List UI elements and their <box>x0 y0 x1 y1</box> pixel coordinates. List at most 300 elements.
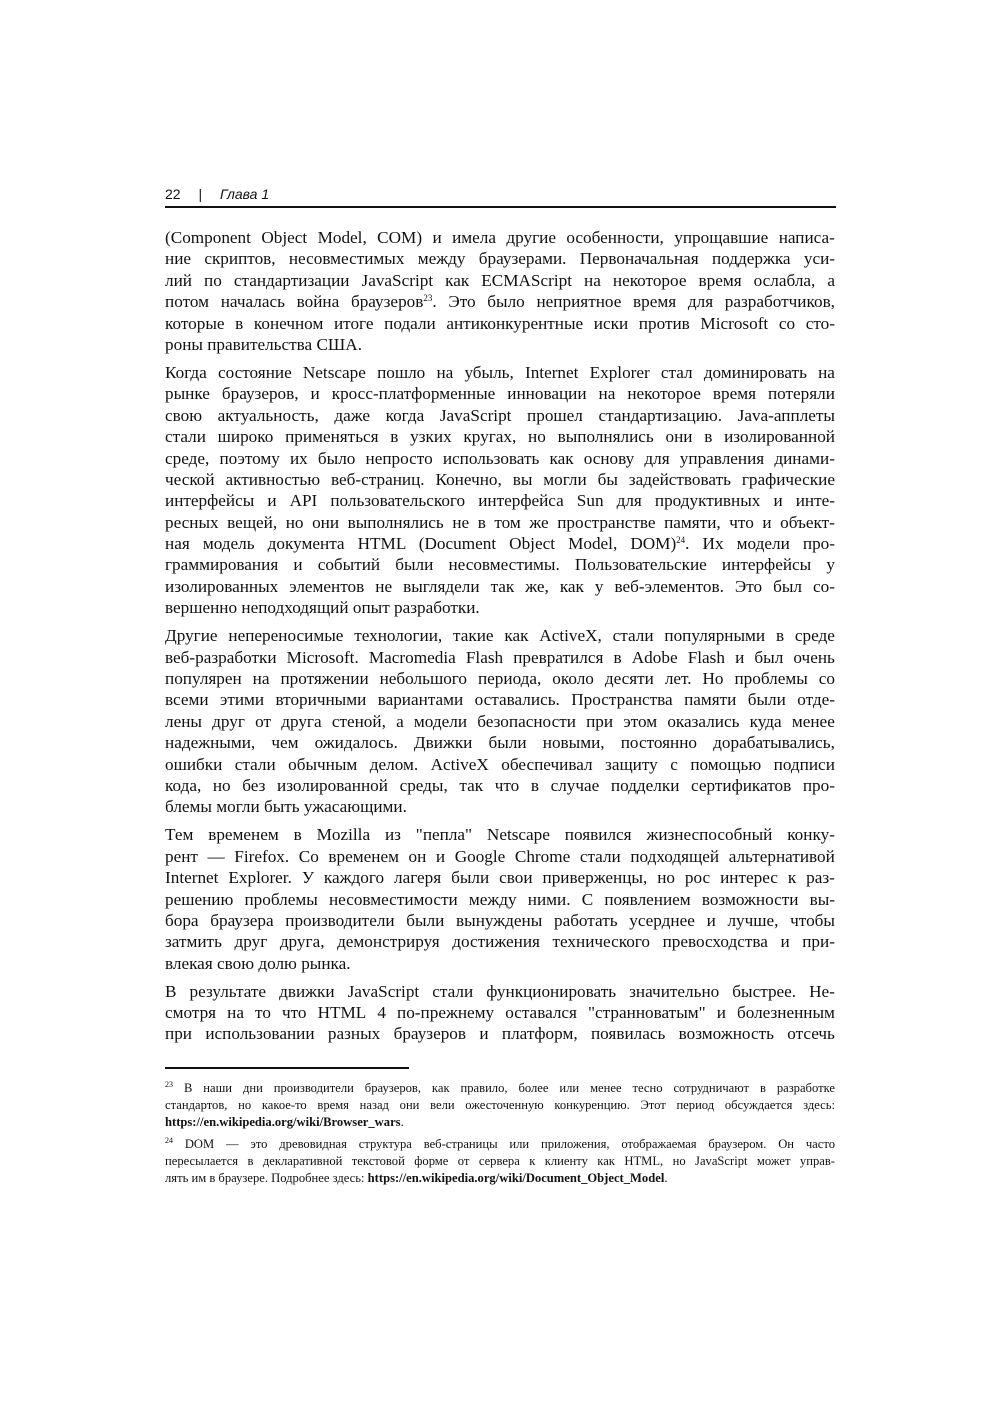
word: — <box>207 846 225 866</box>
paragraph <box>165 362 835 619</box>
word: (Component <box>165 228 251 247</box>
word: отсечь <box>787 1024 835 1044</box>
paragraph <box>165 227 835 355</box>
text-line <box>165 775 835 796</box>
word: иски <box>593 313 629 333</box>
text-line <box>165 248 835 269</box>
word: вынуждены <box>456 910 543 930</box>
word: состояние <box>217 362 292 382</box>
word: случае <box>550 775 600 795</box>
footnote-reference[interactable]: 23 <box>423 293 433 304</box>
word: свою <box>165 405 203 425</box>
word: среде, <box>165 448 210 468</box>
word: в <box>530 775 539 795</box>
word: С <box>581 889 594 909</box>
word: графические <box>741 469 835 489</box>
word: защиту <box>605 754 658 774</box>
word: когда <box>385 405 425 425</box>
text-segment: стандартов, но какое-то время назад они вели ожесточенную конкуренцию. Этот период обсуждается здесь: <box>165 1098 835 1113</box>
word: и <box>773 491 783 511</box>
text-line <box>165 1136 835 1153</box>
word: ослабла, <box>753 270 816 290</box>
word: актуальность, <box>217 405 319 425</box>
link-url[interactable]: https://en.wikipedia.org/wiki/Document_Object_Model <box>367 1170 665 1185</box>
word: друга <box>281 711 322 731</box>
word: лены <box>165 711 202 731</box>
word: такие <box>453 626 494 646</box>
text-line <box>165 313 835 334</box>
word: делом. <box>369 754 419 774</box>
word: веб-страниц. <box>331 469 425 489</box>
text-line <box>165 846 835 867</box>
word: периода, <box>477 669 542 688</box>
word: а <box>827 270 835 290</box>
word: У <box>301 868 314 888</box>
word: узких <box>410 427 452 447</box>
word: имела <box>452 228 496 247</box>
text-line <box>165 362 835 383</box>
word: смотря <box>165 1003 217 1023</box>
word: стеной, <box>331 711 386 731</box>
word: же, <box>525 576 549 596</box>
word: Это <box>734 576 763 596</box>
word: технического <box>552 932 651 952</box>
word: ожидалось. <box>314 733 398 753</box>
word: Explorer <box>589 362 650 382</box>
word: был <box>773 576 803 596</box>
word: и <box>293 555 303 575</box>
word: при <box>165 1024 192 1044</box>
word: популярен <box>165 669 242 688</box>
word: и <box>267 491 277 511</box>
word: для <box>616 491 642 511</box>
word: в <box>613 647 622 667</box>
word: так <box>490 576 515 596</box>
word: могли <box>543 469 587 489</box>
word: другие <box>506 228 556 247</box>
page-number: 22 <box>165 186 181 202</box>
word: разных <box>327 1024 381 1044</box>
word: особенности, <box>566 228 664 247</box>
word: кода, <box>165 775 202 795</box>
word: рос <box>684 868 711 888</box>
footnote <box>165 1136 835 1188</box>
word: интерфейсы <box>165 491 255 511</box>
word: несовместимы. <box>448 555 560 575</box>
word: движки <box>279 981 335 1001</box>
word: интерфейса <box>478 491 564 511</box>
text-segment: влекая свою долю рынка. <box>165 953 351 973</box>
word: браузера <box>210 910 274 930</box>
word: в <box>390 427 399 447</box>
word: не <box>375 576 393 596</box>
word: ActiveX <box>430 754 489 774</box>
word: инновации <box>507 384 587 404</box>
word: стали <box>165 427 206 447</box>
running-header <box>165 186 836 206</box>
word: результате <box>189 981 267 1001</box>
word: про- <box>802 775 835 795</box>
word: этом <box>623 711 658 731</box>
word: подали <box>384 313 436 333</box>
link-url[interactable]: https://en.wikipedia.org/wiki/Browser_wars <box>165 1115 401 1130</box>
word: и <box>780 932 790 952</box>
word: свои <box>499 868 533 888</box>
word: Пространства <box>571 690 673 710</box>
word: менее <box>791 711 835 731</box>
footnote-lead <box>165 1137 185 1151</box>
word: использовании <box>205 1024 315 1044</box>
word: изолированной <box>724 427 835 447</box>
word: были <box>395 555 434 575</box>
word: усерднее <box>629 910 695 930</box>
word: "странноватым" <box>588 1003 706 1023</box>
word: в <box>235 313 244 333</box>
text-line <box>165 931 835 952</box>
word: со- <box>813 576 835 596</box>
word: чем <box>271 733 299 753</box>
text-line <box>165 1080 835 1097</box>
word: динами- <box>774 448 835 468</box>
word: для <box>644 448 670 468</box>
word: отде- <box>797 690 835 710</box>
text-line <box>165 448 835 469</box>
word: событий <box>317 555 381 575</box>
word: обеспечивал <box>501 754 593 774</box>
word: которые <box>165 313 225 333</box>
word: Netscape <box>486 825 550 845</box>
word: том <box>494 512 521 532</box>
word: он <box>408 846 427 866</box>
word: несовместимости <box>328 889 458 909</box>
word: веб-элементов. <box>614 576 724 596</box>
word: JavaScript <box>361 270 434 290</box>
word: помощью <box>690 754 762 774</box>
text-line <box>165 1002 835 1023</box>
word: Java-апплеты <box>737 405 835 425</box>
word: были <box>747 690 786 710</box>
word: вторичными <box>275 690 367 710</box>
word: подписи <box>773 754 835 774</box>
word: но <box>657 868 675 888</box>
word: изолированной <box>277 775 388 795</box>
word: и <box>735 647 745 667</box>
word: как <box>549 448 574 468</box>
word: и <box>310 384 320 404</box>
word: пользовательского <box>330 491 466 511</box>
word: проблемы <box>734 669 808 688</box>
word: в <box>704 427 713 447</box>
word: и <box>706 910 716 930</box>
word: десяти <box>604 669 654 688</box>
footnote-number: 24 <box>165 1135 173 1145</box>
word: как <box>504 626 529 646</box>
word: памяти <box>684 690 737 710</box>
word: друг <box>212 711 245 731</box>
text-segment: лять им в браузере. Подробнее здесь: <box>165 1170 368 1185</box>
word: среде <box>794 626 835 646</box>
word: на <box>818 362 835 382</box>
word: доминировать <box>703 362 807 382</box>
word: и <box>479 1024 489 1044</box>
word: Flash <box>687 647 725 667</box>
word: время <box>712 384 756 404</box>
word: у <box>826 555 835 575</box>
word: проблемы <box>244 889 318 909</box>
word: по <box>204 270 222 290</box>
word: дорабатывались, <box>713 733 835 753</box>
word: популярными <box>664 626 766 646</box>
word: Flash <box>465 647 504 667</box>
word: Тем <box>165 825 194 845</box>
word: на <box>227 1003 244 1023</box>
word: Microsoft <box>700 313 769 333</box>
word: к <box>787 868 797 888</box>
word: прошел <box>527 405 583 425</box>
word: API <box>289 491 318 511</box>
word: и <box>716 1003 726 1023</box>
word: стали <box>579 846 621 866</box>
footnotes <box>165 1080 835 1191</box>
word: со <box>818 669 835 688</box>
word: вариантами <box>377 690 464 710</box>
word: сертификатов <box>691 775 792 795</box>
word: ние <box>165 249 192 269</box>
word: инте- <box>795 491 835 511</box>
word: они <box>312 512 340 532</box>
word: каждого <box>323 868 385 888</box>
word: Google <box>454 846 506 866</box>
text-line <box>165 576 835 597</box>
text-segment: . <box>664 1170 668 1185</box>
word: вы- <box>809 889 835 909</box>
word: но <box>528 427 546 447</box>
word: платформ, <box>501 1024 578 1044</box>
text-line <box>165 1023 835 1044</box>
text-segment: DOM — это древовидная структура веб-страницы или приложения, отображаемая браузером. Он часто <box>184 1136 835 1151</box>
word: на <box>598 384 616 404</box>
word: Explorer. <box>228 868 292 888</box>
word: при <box>586 711 614 731</box>
word: ресных <box>165 512 219 532</box>
word: Другие <box>165 626 218 646</box>
footnote-reference[interactable]: 24 <box>676 535 686 546</box>
word: Adobe <box>631 647 678 667</box>
word: друга, <box>279 932 325 952</box>
word: стали <box>432 981 474 1001</box>
word: уси- <box>803 249 835 269</box>
word: браузеров <box>393 1024 467 1044</box>
word: Chrome <box>514 846 571 866</box>
text-segment: пересылается в декларативной текстовой форме от сервера к клиенту как HTML, но JavaScript может управ- <box>165 1153 835 1168</box>
word: а <box>396 711 404 731</box>
word: HTML <box>317 1003 367 1023</box>
text-line <box>165 270 835 291</box>
word: небольшого <box>379 669 468 688</box>
word: подделки <box>610 775 680 795</box>
word: скриптов, <box>204 249 276 269</box>
word: функционировать <box>486 981 617 1001</box>
word: друг <box>234 932 268 952</box>
text-line <box>165 1170 835 1187</box>
word: альтернативой <box>728 846 835 866</box>
word: Конечно, <box>435 469 502 489</box>
text-line <box>165 334 835 355</box>
word: вы <box>512 469 533 489</box>
word: конечном <box>253 313 324 333</box>
word: время <box>698 270 742 290</box>
word: от <box>255 711 272 731</box>
word: ActiveX, <box>539 626 602 646</box>
word: у <box>594 576 604 596</box>
word: против <box>638 313 690 333</box>
text-line <box>165 291 835 312</box>
word: интерес <box>720 868 778 888</box>
word: между <box>417 249 466 269</box>
word: поддержка <box>711 249 791 269</box>
text-line <box>165 981 835 1002</box>
word: превратился <box>513 647 604 667</box>
word: оставались. <box>474 690 560 710</box>
word: несовместимых <box>288 249 405 269</box>
word: достижения <box>452 932 540 952</box>
word: стал <box>660 362 693 382</box>
text-line <box>165 754 835 775</box>
word: было <box>317 448 356 468</box>
word: и <box>762 512 772 532</box>
chapter-title: Глава 1 <box>220 186 270 202</box>
word: Mozilla <box>316 825 371 845</box>
word: превосходства <box>662 932 768 952</box>
word: антиконкурентные <box>446 313 584 333</box>
text-line <box>165 889 835 910</box>
header-separator: | <box>198 186 203 202</box>
word: итоге <box>333 313 374 333</box>
text-line <box>165 668 835 689</box>
text-segment: . <box>400 1115 404 1130</box>
text-line <box>165 910 835 931</box>
word: упрощавшие <box>674 228 769 247</box>
word: Когда <box>165 362 207 382</box>
word: с <box>670 754 678 774</box>
text-line <box>165 426 835 447</box>
word: и <box>432 228 442 247</box>
word: кросс-платформенные <box>331 384 496 404</box>
word: Internet <box>165 868 219 888</box>
text-segment: В наши дни производители браузеров, как правило, более или менее тесно сотрудничают в разработке <box>183 1081 835 1095</box>
word: вещей, <box>227 512 278 532</box>
word: но <box>285 512 304 532</box>
word: рынке <box>165 384 210 404</box>
word: потеряли <box>767 384 835 404</box>
footnote <box>165 1080 835 1132</box>
word: возможность <box>678 1024 774 1044</box>
word: бора <box>165 910 199 930</box>
word: ческой <box>165 469 215 489</box>
text-line <box>165 1153 835 1170</box>
word: пространстве <box>557 512 656 532</box>
word: оказались <box>667 711 740 731</box>
paragraph <box>165 625 835 818</box>
word: были <box>488 733 527 753</box>
word: поэтому <box>219 448 280 468</box>
word: их <box>289 448 308 468</box>
word: 4 <box>377 1003 386 1023</box>
word: Object <box>261 228 308 247</box>
word: некоторое <box>612 270 687 290</box>
word: в <box>477 512 486 532</box>
text-line <box>165 1097 835 1114</box>
word: были <box>406 910 445 930</box>
word: Движки <box>413 733 473 753</box>
word: COM) <box>377 228 423 247</box>
word: Netscape <box>302 362 366 382</box>
word: стали <box>612 626 654 646</box>
word: болезненным <box>736 1003 835 1023</box>
word: широко <box>217 427 274 447</box>
word: изолированных <box>165 576 279 596</box>
word: со <box>778 313 796 333</box>
word: выполнялись <box>347 512 444 532</box>
word: выглядели <box>403 576 480 596</box>
text-segment: потом началась война браузеров <box>165 292 424 312</box>
text-segment: роны правительства США. <box>165 334 362 354</box>
text-line <box>165 824 835 845</box>
footnote-rule <box>165 1067 409 1069</box>
word: лучше, <box>727 910 779 930</box>
word: даже <box>334 405 371 425</box>
word: но <box>212 775 231 795</box>
word: очень <box>793 647 835 667</box>
word: оставался <box>505 1003 577 1023</box>
word: среды, <box>399 775 448 795</box>
word: быстрее. <box>732 981 797 1001</box>
word: безопасности <box>477 711 576 731</box>
word: ними. <box>527 889 571 909</box>
word: рент <box>165 846 198 866</box>
text-line <box>165 647 835 668</box>
word: лий <box>165 270 192 290</box>
word: они <box>665 427 693 447</box>
word: управления <box>679 448 765 468</box>
word: элементов <box>289 576 365 596</box>
text-line <box>165 469 835 490</box>
word: основу <box>583 448 635 468</box>
word: сто- <box>805 313 835 333</box>
word: памяти, <box>664 512 721 532</box>
word: лагеря <box>394 868 442 888</box>
word: что <box>494 775 520 795</box>
text-line <box>165 405 835 426</box>
word: Со <box>298 846 319 866</box>
text-line <box>165 383 835 404</box>
word: что <box>729 512 754 532</box>
word: на <box>584 270 601 290</box>
word: были <box>451 868 490 888</box>
word: как <box>559 576 584 596</box>
word: JavaScript <box>347 981 420 1001</box>
word: конку- <box>787 825 835 845</box>
word: Model, <box>317 228 367 247</box>
footnote-lead <box>165 1081 184 1095</box>
word: пошло <box>377 362 426 382</box>
word: Microsoft. <box>286 647 359 667</box>
word: не <box>452 512 470 532</box>
word: при- <box>802 932 835 952</box>
word: интерфейсы <box>721 555 812 575</box>
word: то <box>255 1003 271 1023</box>
text-line <box>165 490 835 511</box>
